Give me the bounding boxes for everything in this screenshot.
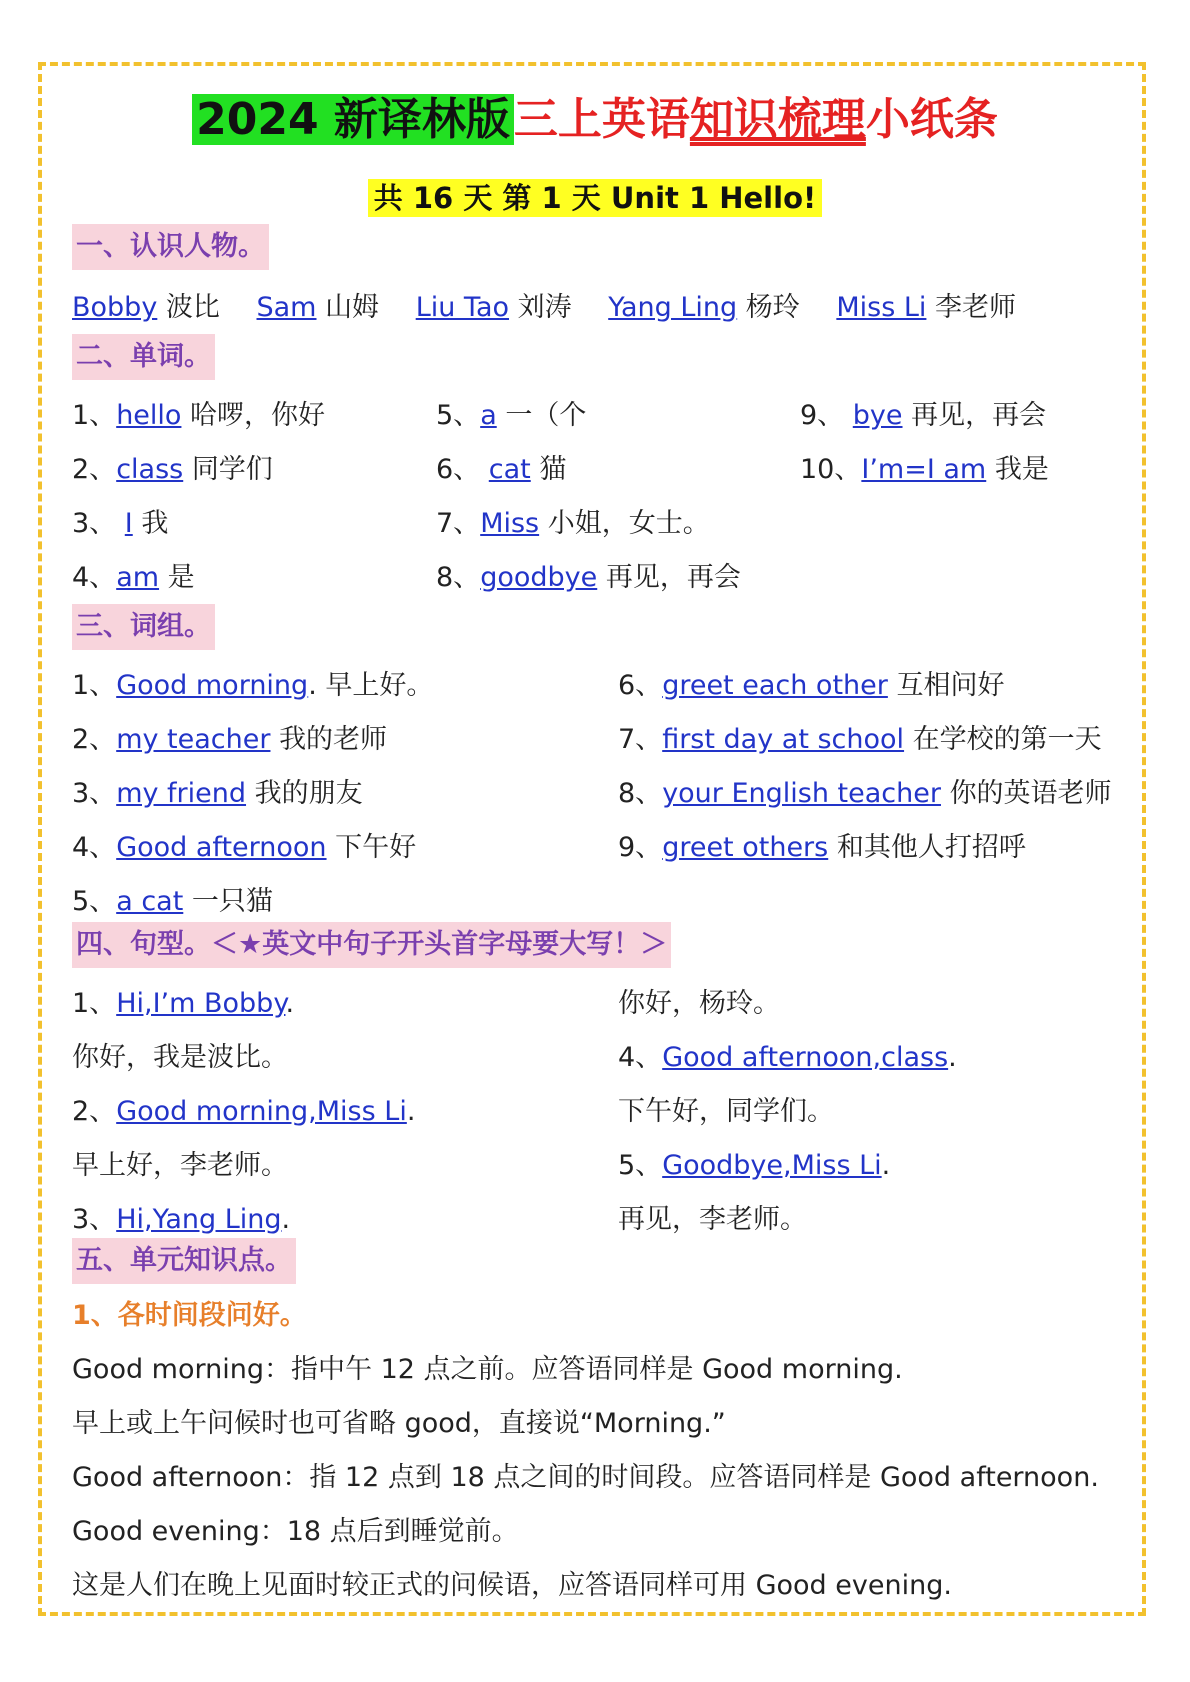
section-heading-words: 二、单词。: [72, 334, 215, 380]
character-cn: 杨玲: [745, 292, 800, 323]
phrase-item: 5、a cat 一只猫: [72, 886, 273, 917]
phrase-en: a cat: [116, 886, 184, 917]
word-cn: 我是: [994, 454, 1049, 485]
knowledge-line: Good evening：18 点后到睡觉前。: [72, 1516, 519, 1547]
sentence-en-line: 4、Good afternoon,class.: [618, 1042, 957, 1073]
sentence-cn: 你好，我是波比。: [72, 1042, 288, 1073]
word-item: 9、 bye 再见，再会: [800, 400, 1047, 431]
word-item: 1、hello 哈啰，你好: [72, 400, 326, 431]
sentence-en: Hi,I’m Bobby: [116, 988, 286, 1019]
word-item: 5、a 一（个: [436, 400, 587, 431]
word-item: 8、goodbye 再见，再会: [436, 562, 741, 593]
word-item: 10、I’m=I am 我是: [800, 454, 1049, 485]
sentence-en-line: 5、Goodbye,Miss Li.: [618, 1150, 891, 1181]
word-en: I’m=I am: [861, 454, 987, 485]
phrase-item: 1、Good morning. 早上好。: [72, 670, 434, 701]
word-cn: 一（个: [505, 400, 587, 431]
phrase-cn: 互相问好: [896, 670, 1005, 701]
section-heading-knowledge: 五、单元知识点。: [72, 1238, 296, 1284]
word-cn: 猫: [539, 454, 567, 485]
sentence-en: Hi,Yang Ling: [116, 1204, 282, 1235]
subtitle-text: 共 16 天 第 1 天 Unit 1 Hello!: [368, 179, 822, 217]
word-en: a: [480, 400, 497, 431]
character-en: Yang Ling: [608, 292, 738, 323]
title-highlight-green: 2024 新译林版: [192, 94, 514, 145]
phrase-en: Good morning: [116, 670, 309, 701]
word-cn: 我: [141, 508, 169, 539]
title-red: 三上英语: [513, 94, 690, 145]
knowledge-line: Good afternoon：指 12 点到 18 点之间的时间段。应答语同样是 Good afternoon.: [72, 1462, 1099, 1493]
phrase-en: greet others: [662, 832, 829, 863]
phrase-item: 9、greet others 和其他人打招呼: [618, 832, 1026, 863]
word-en: Miss: [480, 508, 540, 539]
phrase-cn: 在学校的第一天: [912, 724, 1102, 755]
sentence-cn: 下午好，同学们。: [618, 1096, 834, 1127]
phrase-item: 7、first day at school 在学校的第一天: [618, 724, 1102, 755]
section-heading-sentences: 四、句型。＜★英文中句子开头首字母要大写！＞: [72, 922, 671, 968]
word-en: goodbye: [480, 562, 598, 593]
title-red-end: 小纸条: [865, 94, 998, 145]
word-item: 6、 cat 猫: [436, 454, 567, 485]
section-heading-characters: 一、认识人物。: [72, 224, 269, 270]
phrase-en: first day at school: [662, 724, 905, 755]
sentence-cn: 你好，杨玲。: [618, 988, 780, 1019]
word-cn: 再见，再会: [605, 562, 741, 593]
phrase-item: 3、my friend 我的朋友: [72, 778, 363, 809]
character-cn: 李老师: [935, 292, 1016, 323]
phrase-cn: 早上好。: [325, 670, 434, 701]
phrase-item: 2、my teacher 我的老师: [72, 724, 388, 755]
phrase-item: 4、Good afternoon 下午好: [72, 832, 417, 863]
word-cn: 哈啰，你好: [190, 400, 326, 431]
sentence-en-line: 2、Good morning,Miss Li.: [72, 1096, 416, 1127]
character-en: Miss Li: [836, 292, 927, 323]
word-en: cat: [488, 454, 531, 485]
sentence-cn: 再见，李老师。: [618, 1204, 807, 1235]
word-item: 7、Miss 小姐，女士。: [436, 508, 710, 539]
phrase-item: 8、your English teacher 你的英语老师: [618, 778, 1112, 809]
characters-row: [72, 288, 1016, 328]
word-cn: 小姐，女士。: [547, 508, 710, 539]
sentence-en-line: 1、Hi,I’m Bobby.: [72, 988, 295, 1019]
section-heading-phrases: 三、词组。: [72, 604, 215, 650]
phrase-cn: 我的老师: [279, 724, 388, 755]
sentence-en-line: 3、Hi,Yang Ling.: [72, 1204, 291, 1235]
sentence-cn: 早上好，李老师。: [72, 1150, 288, 1181]
word-en: hello: [116, 400, 182, 431]
character-cn: 刘涛: [517, 292, 572, 323]
word-en: am: [116, 562, 160, 593]
word-cn: 再见，再会: [911, 400, 1047, 431]
word-item: 3、 I 我: [72, 508, 169, 539]
character-en: Bobby: [72, 292, 158, 323]
phrase-cn: 我的朋友: [254, 778, 363, 809]
sentence-en: Good afternoon,class: [662, 1042, 949, 1073]
phrase-en: greet each other: [662, 670, 888, 701]
phrase-cn: 你的英语老师: [949, 778, 1112, 809]
knowledge-line: Good morning：指中午 12 点之前。应答语同样是 Good morning.: [72, 1354, 903, 1385]
word-item: 2、class 同学们: [72, 454, 273, 485]
character-en: Liu Tao: [415, 292, 510, 323]
phrase-cn: 和其他人打招呼: [836, 832, 1026, 863]
character-en: Sam: [256, 292, 317, 323]
word-en: class: [116, 454, 184, 485]
sentence-en: Good morning,Miss Li: [116, 1096, 407, 1127]
page-title: [0, 88, 1190, 152]
word-en: I: [124, 508, 133, 539]
word-en: bye: [852, 400, 903, 431]
word-cn: 是: [167, 562, 195, 593]
word-item: 4、am 是: [72, 562, 195, 593]
knowledge-line: 早上或上午问候时也可省略 good，直接说“Morning.”: [72, 1408, 726, 1439]
phrase-cn: 下午好: [335, 832, 417, 863]
word-cn: 同学们: [191, 454, 273, 485]
character-cn: 波比: [165, 292, 220, 323]
phrase-en: your English teacher: [662, 778, 941, 809]
phrase-en: Good afternoon: [116, 832, 327, 863]
phrase-cn: 一只猫: [191, 886, 273, 917]
knowledge-line: 这是人们在晚上见面时较正式的问候语，应答语同样可用 Good evening.: [72, 1570, 952, 1601]
knowledge-subheading: 1、各时间段问好。: [72, 1300, 307, 1331]
character-cn: 山姆: [325, 292, 380, 323]
sentence-en: Goodbye,Miss Li: [662, 1150, 882, 1181]
phrase-en: my friend: [116, 778, 247, 809]
title-red-underlined: 知识梳理: [689, 94, 866, 145]
phrase-en: my teacher: [116, 724, 271, 755]
phrase-item: 6、greet each other 互相问好: [618, 670, 1005, 701]
subtitle: [0, 176, 1190, 220]
